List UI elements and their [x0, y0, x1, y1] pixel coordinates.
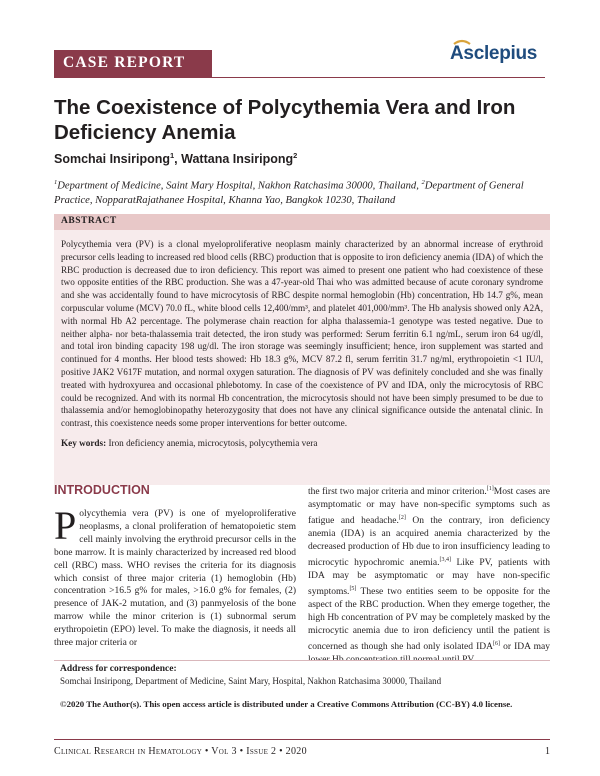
drop-cap: P [54, 503, 77, 548]
abstract-heading: ABSTRACT [61, 216, 117, 226]
case-report-banner [54, 50, 212, 78]
journal-info: Clinical Research in Hematology • Vol 3 • Issue 2 • 2020 [54, 746, 307, 757]
affil-1-marker: 1 [54, 179, 58, 186]
intro-right-text-2: Most cases are asymptomatic or may have non-specific symptoms such as fatigue and headache. [308, 487, 550, 527]
citation-5[interactable]: [6] [492, 640, 500, 647]
case-report-label: CASE REPORT [63, 54, 186, 71]
author-separator: , [174, 152, 182, 167]
citation-2[interactable]: [2] [398, 514, 406, 521]
intro-right-text-4: Like PV, patients with IDA may be asymptomatic or may have non-specific symptoms. [308, 558, 550, 597]
keywords-list: Iron deficiency anemia, microcytosis, polycythemia vera [106, 438, 318, 448]
affiliations [54, 176, 550, 208]
intro-right-text-5: These two entities seem to be opposite for the aspect of the RBC production. When they emerge together, the high Hb concentration of PV may be completely masked by the microcytic anemia due to iron deficiency until the patient is concerned as though she had only isolated IDA [308, 586, 550, 652]
correspondence-title: Address for correspondence: [60, 664, 177, 674]
intro-right-text-1: the first two major criteria and minor criterion. [308, 487, 487, 498]
asclepius-logo [450, 38, 550, 72]
citation-4[interactable]: [5] [349, 585, 357, 592]
keywords-label: Key words: [61, 438, 107, 448]
introduction-heading: INTRODUCTION [54, 483, 150, 497]
intro-right-text-6: or IDA may [503, 641, 550, 652]
abstract-text: Polycythemia vera (PV) is a clonal myeloproliferative neoplasm mainly characterized by an abnormal increase of erythroid precursor cells leading to increased red blood cells (RBC) production that is opposite to iron deficiency anemia (IDA) of which the RBC production is decreased due to iron deficiency. This report was aimed to present one patient who had coexistence of these two opposite entities of the RBC production. She was a 47-year-old Thai who was admitted because of acute coronary syndrome and she was accidentally found to have microcytosis of RBC despite normal hemoglobin (Hb) concentration, Hb 14.7 g%, mean corpuscular volume (MCV) 70.0 fL, white blood cells 12,400/mm³, and platelet 401,000/mm³. The Hb analysis showed only A2A, with normal Hb A2 percentage. The polymerase chain reaction for alpha thalassemia-1 genotype was tested negative. Due to neither alpha- nor beta-thalassemia trait detected, the iron study was performed: Serum ferritin 6.1 ng/mL, serum iron 64 ug/dl, and total iron binding capacity 198 ug/dl. The iron storage was seemingly insufficient; hence, iron supplement was started and continued for 4 months. Her blood tests showed: Hb 18.3 g%, MCV 87.2 fl, serum ferritin 31.7 ng/ml, erythropoietin <1 IU/l, positive JAK2 V617F mutation, and normal oxygen saturation. The diagnosis of PV was definitely concluded and she was finally treated with hydroxyurea and occasional phlebotomy. In case of the coexistence of PV and IDA, only the microcytosis of RBC could be recognized. And with its normal Hb concentration, the microcytosis should not have been simply presumed to be due to thalassemia and/or hemoglobinopathy heterozygosity that does not have any clinical significance outside the antenatal clinic. In contrast, this coexistence needs some proper interventions for better outcome. [61, 239, 543, 429]
intro-right-text-3: On the contrary, iron deficiency anemia (IDA) is an acquired anemia characterized by the decreased production of Hb due to iron insufficiency leading to microcytic hypochromic anemia. [308, 516, 550, 568]
author-2-affil: 2 [293, 151, 298, 160]
page-number: 1 [545, 746, 550, 757]
correspondence-box [54, 660, 550, 714]
affil-2-marker: 2 [421, 179, 425, 186]
citation-1[interactable]: [1] [486, 486, 494, 492]
affil-2-text: Department of General Practice, NopparatRajathanee Hospital, Khanna Yao, Bangkok 10230, Thailand [54, 180, 524, 206]
page-footer [54, 739, 550, 757]
citation-3[interactable]: [3,4] [439, 556, 451, 563]
intro-column-left [54, 503, 296, 650]
author-1: Somchai Insiripong [54, 152, 170, 167]
keywords [61, 438, 317, 448]
affil-1-text: Department of Medicine, Saint Mary Hospital, Nakhon Ratchasima 30000, Thailand, [57, 180, 422, 192]
license-notice: ©2020 The Author(s). This open access article is distributed under a Creative Commons Attribution (CC-BY) 4.0 license. [60, 699, 513, 709]
author-2: Wattana Insiripong [181, 152, 294, 167]
header-rule [212, 77, 545, 78]
author-list [54, 151, 297, 166]
correspondence-text: Somchai Insiripong, Department of Medicine, Saint Mary, Hospital, Nakhon Ratchasima 30000, Thailand [60, 676, 442, 686]
author-1-affil: 1 [170, 151, 175, 160]
intro-column-right [308, 483, 550, 667]
abstract-box [54, 230, 550, 485]
intro-left-text: olycythemia vera (PV) is one of myeloproliferative neoplasms, a clonal proliferation of hematopoietic stem cell mainly involving the erythroid precursor cells in the bone marrow. It is mainly characterized by increased red blood cell (RBC) mass. WHO revises the criteria for its diagnosis which consist of three major criteria (1) hemoglobin (Hb) concentration >16.5 g% for males, >16.0 g% for females, (2) presence of JAK-2 mutation, and (3) panmyelosis of the bone marrow while the minor criterion is (1) subnormal serum erythropoietin (EPO) level. To make the diagnosis, it needs all three major criteria or [54, 509, 296, 649]
logo-text: Asclepius [450, 43, 538, 64]
article-title: The Coexistence of Polycythemia Vera and Iron Deficiency Anemia [54, 96, 516, 144]
abstract-heading-bar [54, 214, 550, 230]
